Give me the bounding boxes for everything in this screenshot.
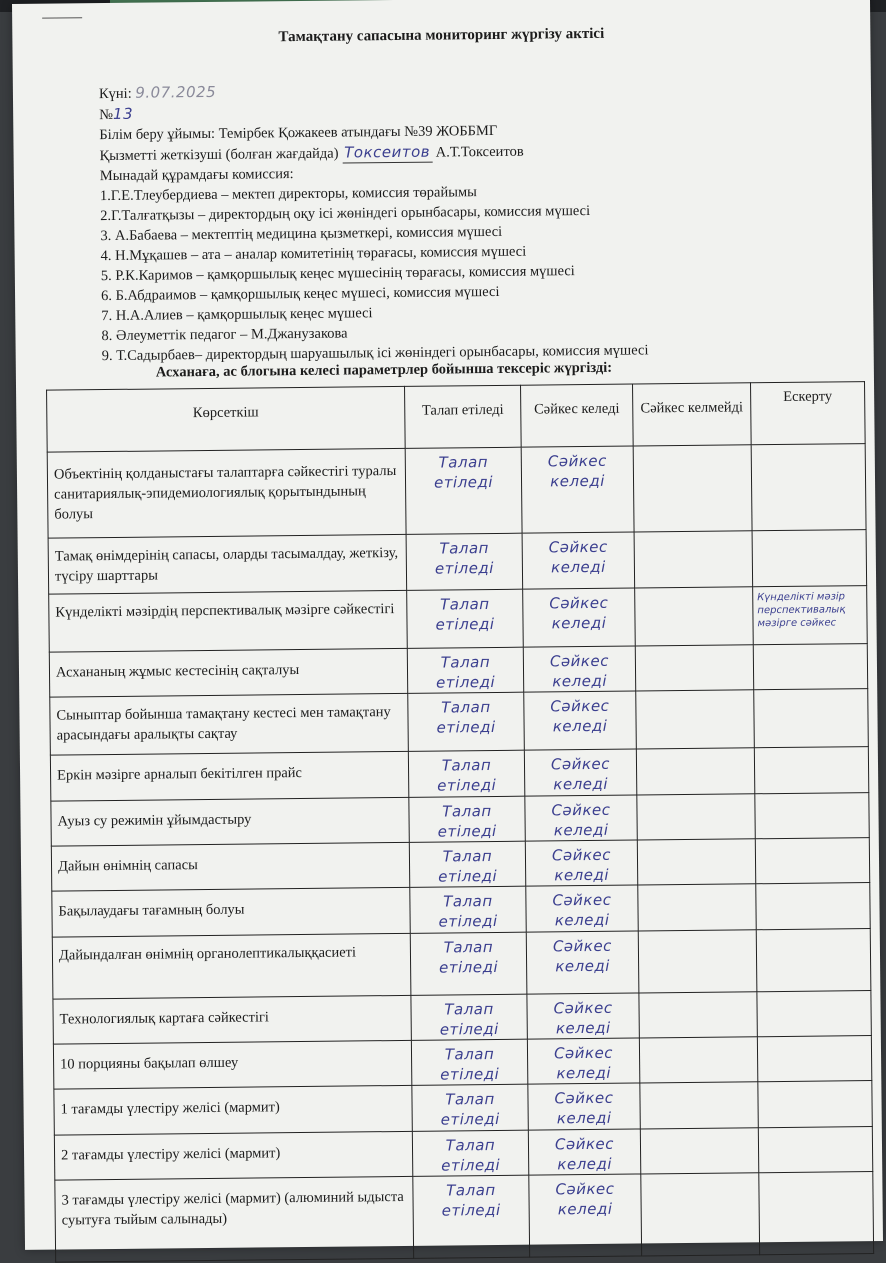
required-text-1: Талап (441, 698, 491, 717)
complies-cell (524, 749, 636, 796)
required-cell (409, 841, 525, 887)
required-text-1: Талап (445, 1090, 495, 1109)
indicator-cell: 1 тағамды үлестіру желісі (мармит) (54, 1085, 412, 1135)
required-text-2: етіледі (440, 1064, 500, 1084)
number-label: № (99, 106, 114, 124)
note-cell (754, 689, 869, 748)
column-header-required: Талап етіледі (405, 385, 522, 448)
required-text-1: Талап (442, 847, 493, 866)
complies-text-1: Сәйкес (550, 754, 611, 774)
required-text-1: Талап (438, 453, 489, 472)
note-cell (756, 883, 870, 930)
document-title: Тамақтану сапасына мониторинг жүргізу актісі (278, 25, 605, 46)
complies-text-1: Сәйкес (548, 537, 608, 557)
required-cell (409, 796, 525, 842)
complies-text-2: келеді (550, 471, 605, 491)
indicator-cell: Бақылаудағы тағамның болуы (52, 887, 410, 937)
required-text-2: етіледі (438, 911, 498, 931)
commission-member: 2.Г.Талғатқызы – директордың оқу ісі жөніндегі орынбасары, комиссия мүшесі (100, 202, 591, 225)
complies-text-1: Сәйкес (549, 593, 609, 613)
required-cell (412, 1130, 528, 1176)
required-text-2: етіледі (435, 614, 495, 634)
required-text-1: Талап (444, 1000, 494, 1019)
complies-cell (526, 885, 638, 932)
note-cell (751, 444, 866, 531)
complies-text-1: Сәйкес (552, 936, 612, 956)
required-cell (410, 886, 526, 933)
complies-text-2: келеді (551, 557, 606, 577)
commission-member: 9. Т.Садырбаев– директордың шаруашылық ісі жөніндегі орынбасары, комиссия мүшесі (101, 342, 649, 365)
required-text-1: Талап (439, 539, 490, 558)
indicator-cell: Күнделікті мәзірдің перспективалық мәзірге сәйкестігі (49, 590, 408, 652)
not-complies-cell (635, 645, 753, 691)
required-text-2: етіледі (433, 472, 494, 492)
complies-cell (526, 931, 639, 994)
not-complies-cell (639, 1037, 757, 1083)
commission-member: 5. Р.К.Каримов – қамқоршылық кеңес мүшесінің төрағасы, комиссия мүшесі (100, 263, 575, 285)
complies-text-1: Сәйкес (551, 800, 611, 820)
complies-text-2: келеді (552, 716, 608, 736)
document-header (99, 77, 649, 366)
not-complies-cell (641, 1173, 760, 1256)
note-cell (753, 586, 868, 645)
required-text-2: етіледі (438, 866, 498, 886)
indicator-cell: Еркін мәзірге арналып бекітілген прайс (50, 751, 408, 801)
commission-member: 7. Н.А.Алиев – қамқоршылық кеңес мүшесі (101, 305, 373, 325)
complies-text-2: келеді (555, 1018, 611, 1038)
complies-text-2: келеді (557, 1154, 613, 1174)
not-complies-cell (633, 445, 752, 532)
required-text-2: етіледі (440, 1109, 500, 1129)
required-text-2: етіледі (441, 1200, 501, 1220)
organization-line: Білім беру ұйымы: Темірбек Қожакеев атындағы №39 ЖОББМГ (99, 122, 498, 144)
complies-cell (523, 646, 635, 692)
note-text (763, 1176, 868, 1177)
complies-cell (522, 532, 635, 589)
complies-text-2: келеді (556, 1108, 612, 1128)
required-text-2: етіледі (441, 1155, 501, 1175)
required-text-1: Талап (443, 892, 493, 911)
indicator-cell: Сыныптар бойынша тамақтану кестесі мен тамақтану арасындағы аралықты сақтау (50, 693, 409, 755)
note-cell (752, 530, 867, 587)
required-cell (413, 1175, 530, 1258)
indicator-cell: Технологиялық картаға сәйкестігі (53, 995, 411, 1044)
note-cell (754, 747, 868, 794)
commission-member: 1.Г.Е.Тлеубердиева – мектеп директоры, комиссия төрайымы (99, 184, 477, 205)
complies-text-1: Сәйкес (554, 1088, 614, 1108)
required-text-1: Талап (439, 595, 490, 614)
complies-text-1: Сәйкес (551, 845, 612, 865)
not-complies-cell (636, 748, 754, 795)
inspection-subtitle: Асханаға, ас блогына келесі параметрлер бойынша тексеріс жүргізді: (155, 359, 613, 381)
not-complies-cell (640, 1082, 758, 1129)
complies-text-2: келеді (554, 865, 610, 885)
complies-text-2: келеді (552, 671, 608, 691)
note-cell (755, 838, 869, 884)
supplier-label: Қызметті жеткізуші (болған жағдайда) (99, 145, 339, 165)
note-text (756, 448, 861, 449)
required-text-1: Талап (446, 1181, 496, 1200)
required-text-2: етіледі (434, 558, 495, 578)
complies-text-2: келеді (551, 613, 607, 633)
table-row (50, 689, 869, 756)
column-header-note: Ескерту (751, 382, 866, 445)
complies-text-1: Сәйкес (550, 696, 610, 716)
required-cell (405, 447, 522, 534)
required-cell (412, 1084, 528, 1131)
commission-heading: Мынадай құрамдағы комиссия: (99, 166, 294, 185)
indicator-cell: Асхананың жұмыс кестесінің сақталуы (49, 648, 407, 697)
commission-member: 3. А.Бабаева – мектептің медицина қызметкері, комиссия мүшесі (100, 223, 503, 245)
commission-member: 4. Н.Мұқашев – ата – аналар комитетінің төрағасы, комиссия мүшесі (100, 243, 527, 265)
table-row (55, 1172, 874, 1263)
complies-cell (525, 840, 637, 886)
complies-text-2: келеді (555, 956, 611, 976)
indicator-cell: Дайын өнімнің сапасы (51, 842, 409, 891)
complies-cell (528, 1129, 640, 1175)
complies-cell (527, 1038, 639, 1084)
date-value: 9.07.2025 (135, 82, 217, 102)
required-text-1: Талап (442, 802, 492, 821)
required-cell (408, 692, 525, 751)
not-complies-cell (640, 1128, 758, 1174)
complies-text-1: Сәйкес (549, 651, 610, 671)
commission-member: 8. Әлеуметтік педагог – М.Джанузакова (101, 325, 348, 345)
note-text (761, 995, 866, 996)
complies-cell (525, 795, 637, 841)
not-complies-cell (637, 839, 755, 885)
complies-cell (524, 691, 637, 750)
note-cell (753, 644, 867, 690)
complies-cell (527, 993, 639, 1039)
commission-list (100, 180, 649, 366)
table-row (48, 530, 867, 595)
complies-text-1: Сәйкес (553, 1043, 614, 1063)
complies-cell (521, 446, 634, 533)
note-text (759, 751, 864, 752)
required-text-1: Талап (440, 653, 491, 672)
table-row (49, 586, 868, 653)
table-row (52, 929, 871, 1000)
required-text-2: етіледі (439, 957, 499, 977)
inspection-table (46, 381, 874, 1263)
complies-text-1: Сәйкес (547, 451, 607, 471)
complies-text-1: Сәйкес (553, 998, 613, 1018)
corner-mark (42, 17, 82, 18)
complies-text-1: Сәйкес (555, 1179, 615, 1199)
note-cell (756, 929, 871, 992)
not-complies-cell (635, 587, 754, 646)
required-cell (410, 932, 527, 995)
note-text (760, 842, 865, 843)
complies-text-1: Сәйкес (552, 890, 612, 910)
note-text (758, 648, 863, 649)
indicator-cell: 2 тағамды үлестіру желісі (мармит) (54, 1131, 412, 1180)
not-complies-cell (638, 884, 756, 931)
indicator-cell: Дайындалған өнімнің органолептикалыққасиеті (52, 933, 411, 999)
required-text-2: етіледі (439, 1019, 499, 1039)
note-cell (757, 991, 871, 1037)
note-text (763, 1131, 868, 1132)
note-text (759, 797, 864, 798)
required-text-1: Талап (441, 756, 492, 775)
required-text-2: етіледі (437, 821, 497, 841)
required-cell (411, 994, 527, 1040)
required-text-2: етіледі (437, 775, 497, 795)
not-complies-cell (639, 992, 757, 1038)
note-cell (759, 1172, 874, 1255)
column-header-not-complies: Сәйкес келмейді (633, 383, 752, 446)
note-text (757, 534, 862, 535)
date-label: Күні: (98, 85, 132, 103)
required-cell (407, 647, 523, 693)
complies-text-2: келеді (557, 1199, 613, 1219)
indicator-cell: Тамақ өнімдерінің сапасы, оларды тасымалдау, жеткізу, түсіру шарттары (48, 534, 407, 594)
table-row (47, 444, 866, 539)
note-text (762, 1085, 867, 1086)
note-text (760, 887, 865, 888)
note-text: Күнделікті мәзір перспективалық мәзірге сәйкес (757, 591, 846, 630)
complies-text-2: келеді (553, 774, 609, 794)
note-text (762, 1040, 867, 1041)
complies-text-2: келеді (553, 820, 609, 840)
table-header-row (47, 382, 866, 453)
required-text-2: етіледі (436, 717, 496, 737)
note-cell (755, 793, 869, 839)
not-complies-cell (634, 531, 753, 588)
note-text (761, 933, 866, 934)
required-text-1: Талап (445, 1136, 496, 1155)
not-complies-cell (636, 690, 755, 749)
indicator-cell: 10 порцияны бақылап өлшеу (53, 1040, 411, 1089)
complies-cell (528, 1083, 640, 1130)
document-page (12, 0, 883, 1250)
required-text-1: Талап (443, 938, 494, 957)
complies-text-1: Сәйкес (554, 1134, 615, 1154)
indicator-cell: 3 тағамды үлестіру желісі (мармит) (алюминий ыдыста суытуға тыйым салынады) (55, 1176, 414, 1262)
required-cell (411, 1039, 527, 1085)
not-complies-cell (637, 794, 755, 840)
note-text (758, 693, 863, 694)
note-cell (758, 1127, 872, 1173)
complies-text-2: келеді (554, 910, 610, 930)
complies-cell (529, 1174, 642, 1257)
required-text-1: Талап (444, 1045, 495, 1064)
required-cell (407, 589, 524, 648)
complies-cell (523, 588, 636, 647)
required-cell (406, 533, 523, 590)
indicator-cell: Объектінің қолданыстағы талаптарға сәйкестігі туралы санитариялық-эпидемиологиялық қорытындының болуы (47, 448, 406, 538)
not-complies-cell (638, 930, 757, 993)
supplier-name: А.Т.Токсеитов (435, 143, 524, 161)
note-cell (757, 1036, 871, 1082)
complies-text-2: келеді (556, 1063, 612, 1083)
required-cell (408, 750, 524, 797)
required-text-2: етіледі (436, 672, 496, 692)
column-header-complies: Сәйкес келеді (521, 384, 634, 447)
column-header-indicator: Көрсеткіш (47, 386, 406, 452)
indicator-cell: Ауыз су режимін ұйымдастыру (51, 797, 409, 846)
number-value: 13 (112, 104, 134, 123)
note-cell (758, 1081, 872, 1128)
commission-member: 6. Б.Абдраимов – қамқоршылық кеңес мүшесі, комиссия мүшесі (100, 283, 500, 305)
supplier-signature: Токсеитов (342, 142, 432, 164)
